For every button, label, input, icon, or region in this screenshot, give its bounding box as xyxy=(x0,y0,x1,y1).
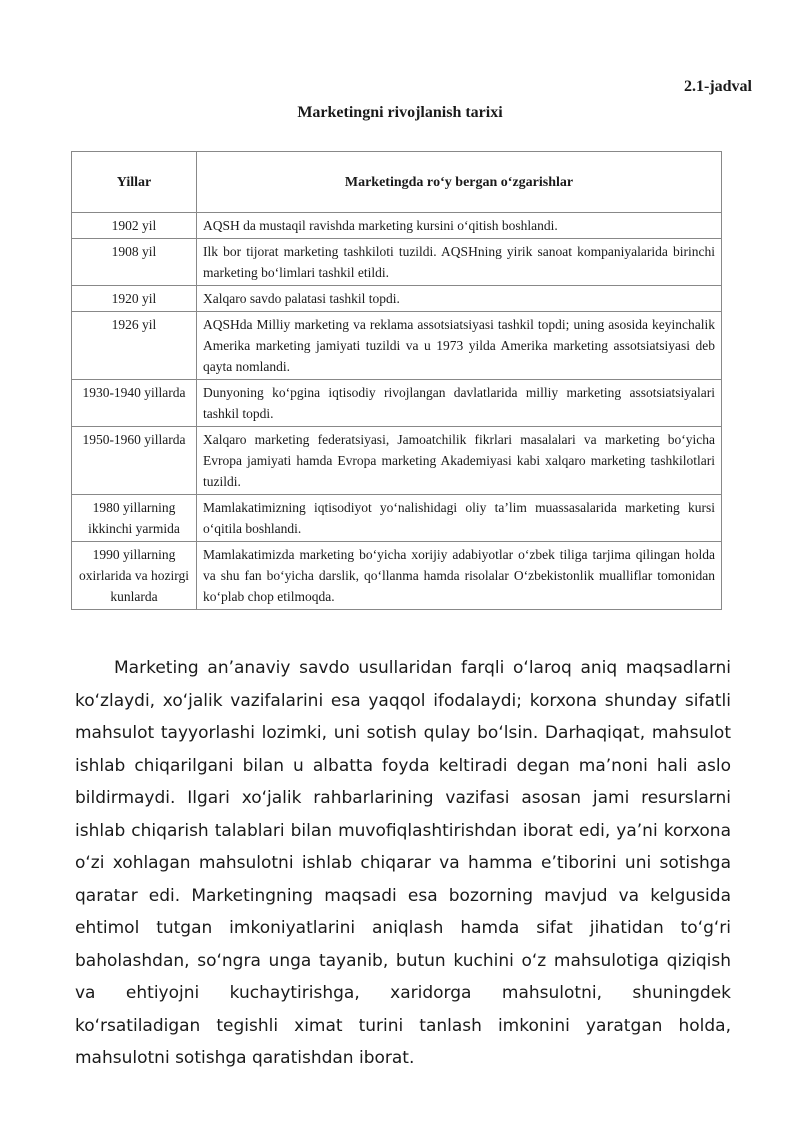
row-year: 1980 yillarning ikkinchi yarmida xyxy=(72,495,197,542)
table-header-row xyxy=(72,152,722,213)
row-year: 1926 yil xyxy=(72,312,197,380)
body-paragraph: Marketing an’anaviy savdo usullaridan farqli o‘laroq aniq maqsadlarni ko‘zlaydi, xo‘jalik vazifalarini esa yaqqol ifodalaydi; korxona shunday sifatli mahsulot tayyorlashi lozimki, uni sotish qulay bo‘lsin. Darhaqiqat, mahsulot ishlab chiqarilgani bilan u albatta foyda keltiradi degan ma’noni hali aslo bildirmaydi. Ilgari xo‘jalik rahbarlarining vazifasi asosan jami resurslarni ishlab chiqarish talablari bilan muvofiqlashtirishdan iborat edi, ya’ni korxona o‘zi xohlagan mahsulotni ishlab chiqarar va hamma e’tiborini uni sotishga qaratar edi. Marketingning maqsadi esa bozorning mavjud va kelgusida ehtimol tutgan imkoniyatlarini aniqlash hamda sifat jihatidan to‘g‘ri baholashdan, so‘ngra unga tayanib, butun kuchini o‘z mahsulotiga qiziqish va ehtiyojni kuchaytirishga, xaridorga mahsulotni, shuningdek ko‘rsatiladigan tegishli ximat turini tanlash imkonini yaratgan holda, mahsulotni sotishga qaratishdan iborat. xyxy=(75,658,731,1068)
table-row xyxy=(72,312,722,380)
row-description: Xalqaro savdo palatasi tashkil topdi. xyxy=(197,286,722,312)
row-description: AQSHda Milliy marketing va reklama assotsiatsiyasi tashkil topdi; uning asosida keyinchalik Amerika marketing jamiyati tuzildi va u 1973 yilda Amerika marketing assotsiatsiyasi deb qayta nomlandi. xyxy=(197,312,722,380)
table-number-label: 2.1-jadval xyxy=(684,78,752,95)
table-row xyxy=(72,380,722,427)
table-row xyxy=(72,213,722,239)
table-row xyxy=(72,427,722,495)
row-year: 1930-1940 yillarda xyxy=(72,380,197,427)
row-year: 1950-1960 yillarda xyxy=(72,427,197,495)
row-description: AQSH da mustaqil ravishda marketing kursini о‘qitish boshlandi. xyxy=(197,213,722,239)
row-year: 1908 yil xyxy=(72,239,197,286)
row-year: 1920 yil xyxy=(72,286,197,312)
row-description: Dunyoning kо‘pgina iqtisodiy rivojlangan davlatlarida milliy marketing assotsiatsiyalari tashkil topdi. xyxy=(197,380,722,427)
history-table xyxy=(71,151,722,610)
table-row xyxy=(72,286,722,312)
row-description: Ilk bor tijorat marketing tashkiloti tuzildi. AQSHning yirik sanoat kompaniyalarida birinchi marketing bо‘limlari tashkil etildi. xyxy=(197,239,722,286)
row-description: Mamlakatimizning iqtisodiyot yo‘nalishidagi oliy ta’lim muassasalarida marketing kursi о‘qitila boshlandi. xyxy=(197,495,722,542)
table-row xyxy=(72,542,722,610)
header-changes: Marketingda rо‘y bergan о‘zgarishlar xyxy=(197,152,722,213)
table-row xyxy=(72,239,722,286)
header-years: Yillar xyxy=(72,152,197,213)
row-year: 1902 yil xyxy=(72,213,197,239)
row-description: Xalqaro marketing federatsiyasi, Jamoatchilik fikrlari masalalari va marketing bо‘yicha Evropa jamiyati hamda Evropa marketing Akademiyasi kabi xalqaro marketing tashkilotlari tuzildi. xyxy=(197,427,722,495)
row-description: Mamlakatimizda marketing bо‘yicha xorijiy adabiyotlar о‘zbek tiliga tarjima qilingan holda va shu fan bо‘yicha darslik, qо‘llanma hamda risolalar O‘zbekistonlik mualliflar tomonidan kо‘plab chop etilmoqda. xyxy=(197,542,722,610)
table-title: Marketingni rivojlanish tarixi xyxy=(297,104,503,121)
table-row xyxy=(72,495,722,542)
row-year: 1990 yillarning oxirlarida va hozirgi kunlarda xyxy=(72,542,197,610)
